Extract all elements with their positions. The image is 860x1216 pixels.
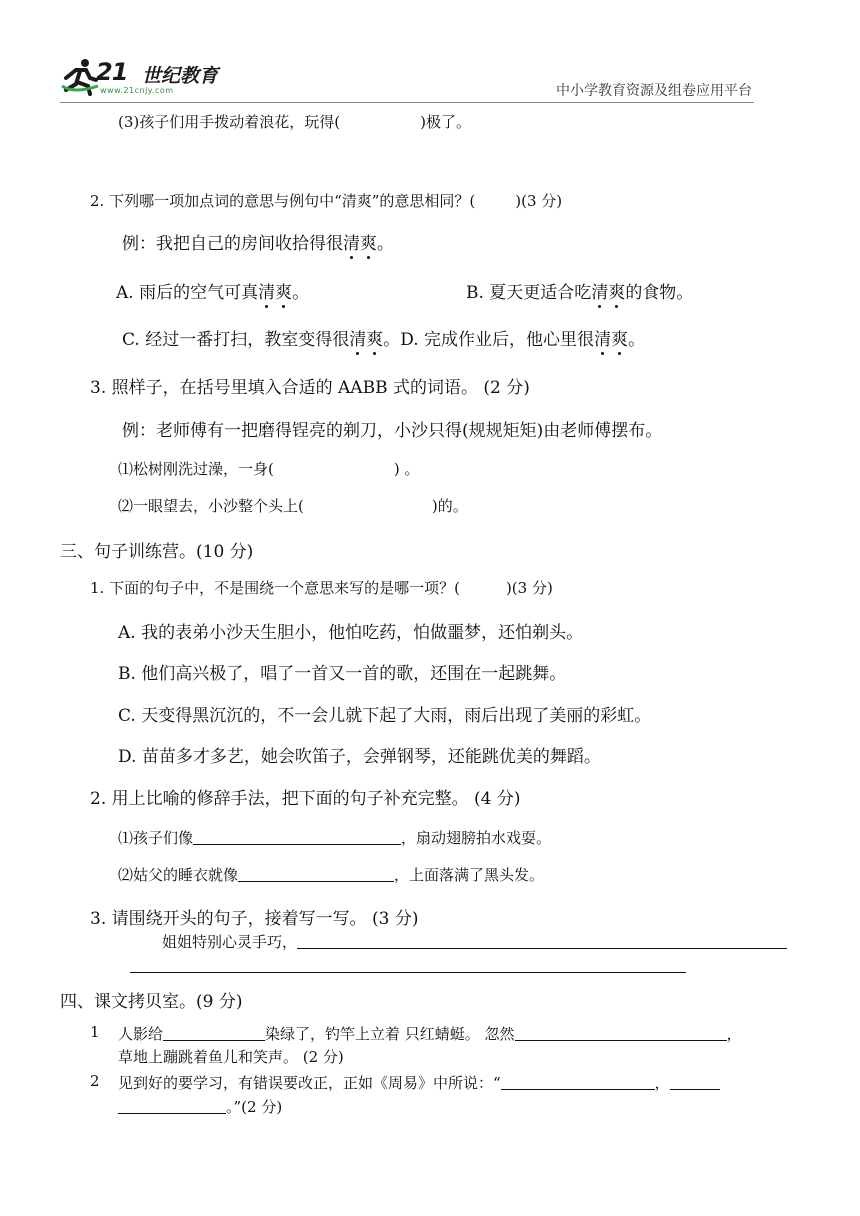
p4-q1-num: 1 xyxy=(90,1023,100,1041)
logo-url: www.21cnjy.com xyxy=(100,86,174,95)
p3-q2-stem: 2. 用上比喻的修辞手法，把下面的句子补充完整。 (4 分) xyxy=(90,789,521,809)
p4-q1-line2: 草地上蹦跳着鱼儿和笑声。 (2 分) xyxy=(118,1048,344,1066)
q2-option-c-d: C. 经过一番打扫，教室变得很清爽。D. 完成作业后，他心里很清爽。 xyxy=(122,325,645,350)
p4-q1-line1: 人影给 染绿了，钓竿上立着 只红蜻蜓。 忽然 ， xyxy=(118,1025,742,1043)
answer-line[interactable] xyxy=(515,1025,727,1041)
q1-item3: (3)孩子们用手拨动着浪花，玩得( )极了。 xyxy=(118,113,471,131)
q2-option-a: A. 雨后的空气可真清爽。 xyxy=(116,278,309,303)
p3-q1-stem: 1. 下面的句子中，不是围绕一个意思来写的是哪一项？( )(3 分) xyxy=(90,579,553,597)
p3-q1-option-d: D. 苗苗多才多艺，她会吹笛子，会弹钢琴，还能跳优美的舞蹈。 xyxy=(118,747,601,767)
p4-q2-num: 2 xyxy=(90,1072,100,1090)
answer-line[interactable] xyxy=(130,972,686,973)
q2-stem: 2. 下列哪一项加点词的意思与例句中“清爽”的意思相同？( )(3 分) xyxy=(90,192,563,210)
logo-text: 世纪教育 xyxy=(142,65,219,87)
p3-q1-option-a: A. 我的表弟小沙天生胆小，他怕吃药，怕做噩梦，还怕剃头。 xyxy=(118,623,584,643)
answer-line[interactable] xyxy=(118,1098,226,1114)
p3-q3-stem: 3. 请围绕开头的句子，接着写一写。 (3 分) xyxy=(90,909,419,929)
q3-stem: 3. 照样子，在括号里填入合适的 AABB 式的词语。 (2 分) xyxy=(90,378,530,398)
p3-q1-option-b: B. 他们高兴极了，唱了一首又一首的歌，还围在一起跳舞。 xyxy=(118,664,567,684)
p3-q2-item2: ⑵姑父的睡衣就像 ，上面落满了黑头发。 xyxy=(118,866,545,884)
answer-line[interactable] xyxy=(297,933,787,949)
q3-item1: ⑴松树刚洗过澡，一身( ) 。 xyxy=(118,460,420,478)
answer-line[interactable] xyxy=(193,829,401,845)
p4-q2-line1: 见到好的要学习，有错误要改正，正如《周易》中所说：“ ， xyxy=(118,1072,720,1093)
p3-q3-line1: 姐姐特别心灵手巧， xyxy=(162,931,787,952)
header-divider xyxy=(60,102,754,103)
platform-name: 中小学教育资源及组卷应用平台 xyxy=(556,83,752,99)
logo xyxy=(60,52,230,102)
q2-option-b: B. 夏天更适合吃清爽的食物。 xyxy=(466,278,693,303)
emphasis-char: 爽 xyxy=(360,229,377,254)
q3-item2: ⑵一眼望去，小沙整个头上( )的。 xyxy=(118,497,468,515)
q2-example: 例：我把自己的房间收拾得很清爽。 xyxy=(122,229,394,254)
p3-q1-option-c: C. 天变得黑沉沉的，不一会儿就下起了大雨，雨后出现了美丽的彩虹。 xyxy=(118,706,652,726)
q3-example: 例：老师傅有一把磨得锃亮的剃刀，小沙只得(规规矩矩)由老师傅摆布。 xyxy=(122,421,663,441)
section-title: 三、句子训练营。(10 分) xyxy=(60,542,254,562)
answer-line[interactable] xyxy=(163,1025,265,1041)
answer-line[interactable] xyxy=(670,1074,720,1090)
p3-q2-item1: ⑴孩子们像 ，扇动翅膀拍水戏耍。 xyxy=(118,829,552,847)
answer-line[interactable] xyxy=(501,1074,655,1090)
emphasis-char: 清 xyxy=(343,229,360,254)
logo-number: 21 xyxy=(96,58,128,86)
running-figure-icon xyxy=(60,56,100,96)
answer-line[interactable] xyxy=(238,866,394,882)
p4-q2-line2: 。”(2 分) xyxy=(118,1096,282,1117)
section-title: 四、课文拷贝室。(9 分) xyxy=(60,992,243,1012)
